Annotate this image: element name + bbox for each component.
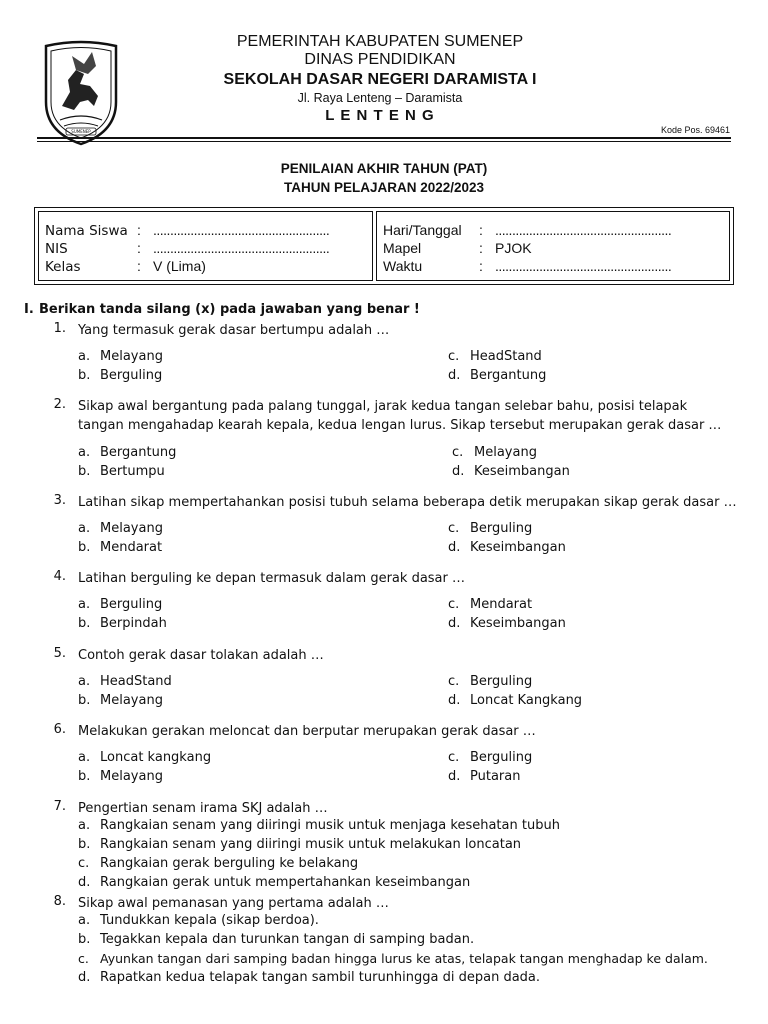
option-text: Keseimbangan <box>470 540 566 555</box>
option-text: Berguling <box>470 674 533 689</box>
option-c[interactable] <box>448 521 532 536</box>
option-a[interactable] <box>78 445 176 460</box>
header-city: L E N T E N G <box>325 107 435 124</box>
option-text: Bergantung <box>100 445 177 460</box>
header-department: DINAS PENDIDIKAN <box>304 51 456 68</box>
option-letter: c. <box>448 750 460 765</box>
option-text: Loncat kangkang <box>100 750 212 765</box>
identity-row-name <box>45 222 329 239</box>
option-text: HeadStand <box>100 674 172 689</box>
question-text: Latihan berguling ke depan termasuk dalam gerak dasar … <box>78 571 465 586</box>
identity-row-mapel <box>383 240 532 256</box>
field-nis[interactable]: .................................................... <box>153 240 330 256</box>
option-text: Melayang <box>100 349 163 364</box>
header-divider <box>37 137 731 139</box>
option-letter: d. <box>448 540 461 555</box>
option-d[interactable] <box>448 616 566 631</box>
option-d[interactable] <box>448 368 546 383</box>
option-letter: c. <box>448 674 460 689</box>
option-letter: a. <box>78 349 91 364</box>
option-d[interactable] <box>78 970 540 985</box>
question-text: Pengertian senam irama SKJ adalah … <box>78 801 328 816</box>
colon: : <box>479 240 483 256</box>
section-instruction: Berikan tanda silang (x) pada jawaban yang benar ! <box>39 302 420 317</box>
exam-year: TAHUN PELAJARAN 2022/2023 <box>283 180 485 195</box>
option-text: Ayunkan tangan dari samping badan hingga lurus ke atas, telapak tangan menghadap ke dalam. <box>100 951 708 966</box>
option-text: HeadStand <box>470 349 542 364</box>
question-text: Contoh gerak dasar tolakan adalah … <box>78 648 324 663</box>
option-a[interactable] <box>78 913 319 928</box>
option-text: Berguling <box>470 750 533 765</box>
option-b[interactable] <box>78 368 162 383</box>
section-number: I. <box>24 302 34 317</box>
identity-row-kelas <box>45 258 206 275</box>
option-letter: d. <box>448 368 461 383</box>
question-number: 4. <box>53 569 66 584</box>
option-letter: b. <box>78 932 91 947</box>
option-text: Mendarat <box>100 540 163 555</box>
question-number: 5. <box>53 646 66 661</box>
option-text: Melayang <box>100 769 163 784</box>
colon: : <box>137 222 141 238</box>
option-text: Berguling <box>470 521 533 536</box>
logo-caption: SUMENEP <box>71 129 91 134</box>
option-letter: b. <box>78 464 91 479</box>
option-text: Mendarat <box>470 597 533 612</box>
question-text: Sikap awal bergantung pada palang tunggal, jarak kedua tangan selebar bahu, posisi telapak tangan mengahadap kearah kepala, kedua lengan lurus. Sikap tersebut merupakan gerak dasar … <box>78 399 722 433</box>
question-number: 8. <box>53 894 66 909</box>
option-d[interactable] <box>448 693 582 708</box>
identity-row-nis <box>45 240 329 257</box>
option-letter: a. <box>78 750 91 765</box>
option-letter: c. <box>78 951 89 966</box>
option-letter: a. <box>78 674 91 689</box>
question-text: Yang termasuk gerak dasar bertumpu adalah … <box>78 323 390 338</box>
option-a[interactable] <box>78 750 211 765</box>
option-c[interactable] <box>448 750 532 765</box>
option-b[interactable] <box>78 616 167 631</box>
identity-box <box>34 207 734 285</box>
option-text: Melayang <box>100 521 163 536</box>
option-letter: a. <box>78 913 91 928</box>
option-text: Loncat Kangkang <box>470 693 583 708</box>
question-number: 3. <box>53 493 66 508</box>
header-divider-thin <box>37 141 731 142</box>
option-letter: c. <box>448 521 460 536</box>
option-text: Rangkaian senam yang diiringi musik untuk menjaga kesehatan tubuh <box>100 818 560 833</box>
field-waktu[interactable]: .................................................... <box>495 258 672 274</box>
option-letter: b. <box>78 693 91 708</box>
label-mapel: Mapel <box>383 240 422 256</box>
option-a[interactable] <box>78 674 172 689</box>
option-text: Rapatkan kedua telapak tangan sambil turunhingga di depan dada. <box>100 970 541 985</box>
label-waktu: Waktu <box>383 258 423 274</box>
option-c[interactable] <box>448 674 532 689</box>
field-hari-tanggal[interactable]: .................................................... <box>495 222 672 238</box>
question-text: Sikap awal pemanasan yang pertama adalah … <box>78 896 389 911</box>
option-letter: a. <box>78 597 91 612</box>
option-letter: d. <box>448 769 461 784</box>
option-letter: c. <box>78 856 90 871</box>
option-d[interactable] <box>448 540 566 555</box>
question-number: 6. <box>53 722 66 737</box>
option-a[interactable] <box>78 818 560 833</box>
option-letter: c. <box>448 349 460 364</box>
option-letter: b. <box>78 837 91 852</box>
identity-row-date <box>383 222 671 238</box>
question-number: 2. <box>53 397 66 412</box>
field-kelas: V (Lima) <box>153 258 206 274</box>
option-text: Rangkaian gerak berguling ke belakang <box>100 856 359 871</box>
header-school-name: SEKOLAH DASAR NEGERI DARAMISTA I <box>223 71 537 88</box>
field-mapel: PJOK <box>495 240 532 256</box>
section-heading <box>24 302 420 317</box>
label-hari-tanggal: Hari/Tanggal <box>383 222 462 238</box>
identity-right <box>376 211 730 281</box>
option-text: Bergantung <box>470 368 547 383</box>
option-text: Rangkaian senam yang diiringi musik untuk melakukan loncatan <box>100 837 522 852</box>
question-number: 7. <box>53 799 66 814</box>
option-b[interactable] <box>78 464 165 479</box>
option-d[interactable] <box>448 769 520 784</box>
option-text: Tegakkan kepala dan turunkan tangan di samping badan. <box>100 932 475 947</box>
option-letter: d. <box>78 970 91 985</box>
option-text: Keseimbangan <box>470 616 566 631</box>
option-c[interactable] <box>448 597 532 612</box>
identity-left <box>38 211 373 281</box>
option-letter: a. <box>78 521 91 536</box>
option-letter: c. <box>452 445 464 460</box>
option-letter: a. <box>78 818 91 833</box>
option-b[interactable] <box>78 837 521 852</box>
option-text: Melayang <box>100 693 163 708</box>
header-address: Jl. Raya Lenteng – Daramista <box>297 91 463 105</box>
option-d[interactable] <box>452 464 570 479</box>
option-letter: d. <box>448 616 461 631</box>
question-text: Melakukan gerakan meloncat dan berputar merupakan gerak dasar … <box>78 724 536 739</box>
option-d[interactable] <box>78 875 470 890</box>
option-text: Putaran <box>470 769 521 784</box>
option-c[interactable] <box>78 951 708 966</box>
colon: : <box>137 258 141 274</box>
label-nis: NIS <box>45 241 68 257</box>
option-text: Keseimbangan <box>474 464 570 479</box>
option-letter: b. <box>78 616 91 631</box>
option-text: Tundukkan kepala (sikap berdoa). <box>100 913 319 928</box>
option-b[interactable] <box>78 769 163 784</box>
option-a[interactable] <box>78 349 163 364</box>
option-c[interactable] <box>78 856 358 871</box>
option-letter: d. <box>452 464 465 479</box>
option-letter: c. <box>448 597 460 612</box>
option-b[interactable] <box>78 540 162 555</box>
option-text: Melayang <box>474 445 537 460</box>
option-text: Rangkaian gerak untuk mempertahankan keseimbangan <box>100 875 471 890</box>
colon: : <box>479 222 483 238</box>
option-letter: d. <box>448 693 461 708</box>
option-text: Bertumpu <box>100 464 165 479</box>
option-b[interactable] <box>78 693 163 708</box>
header-government: PEMERINTAH KABUPATEN SUMENEP <box>236 33 524 50</box>
option-text: Berguling <box>100 368 163 383</box>
label-nama-siswa: Nama Siswa <box>45 223 128 239</box>
question-number: 1. <box>53 321 66 336</box>
option-text: Berpindah <box>100 616 167 631</box>
colon: : <box>137 240 141 256</box>
option-a[interactable] <box>78 521 163 536</box>
option-c[interactable] <box>452 445 537 460</box>
exam-title: PENILAIAN AKHIR TAHUN (PAT) <box>280 161 488 176</box>
label-kelas: Kelas <box>45 259 81 275</box>
colon: : <box>479 258 483 274</box>
option-letter: d. <box>78 875 91 890</box>
option-letter: b. <box>78 769 91 784</box>
option-letter: b. <box>78 368 91 383</box>
question-text: Latihan sikap mempertahankan posisi tubuh selama beberapa detik merupakan sikap gerak dasar … <box>78 495 737 510</box>
field-nama-siswa[interactable]: .................................................... <box>153 222 330 238</box>
option-b[interactable] <box>78 932 474 947</box>
postal-code: Kode Pos. 69461 <box>660 125 730 135</box>
option-text: Berguling <box>100 597 163 612</box>
identity-row-waktu <box>383 258 671 274</box>
option-c[interactable] <box>448 349 542 364</box>
option-a[interactable] <box>78 597 162 612</box>
option-letter: b. <box>78 540 91 555</box>
option-letter: a. <box>78 445 91 460</box>
school-logo <box>40 40 122 148</box>
